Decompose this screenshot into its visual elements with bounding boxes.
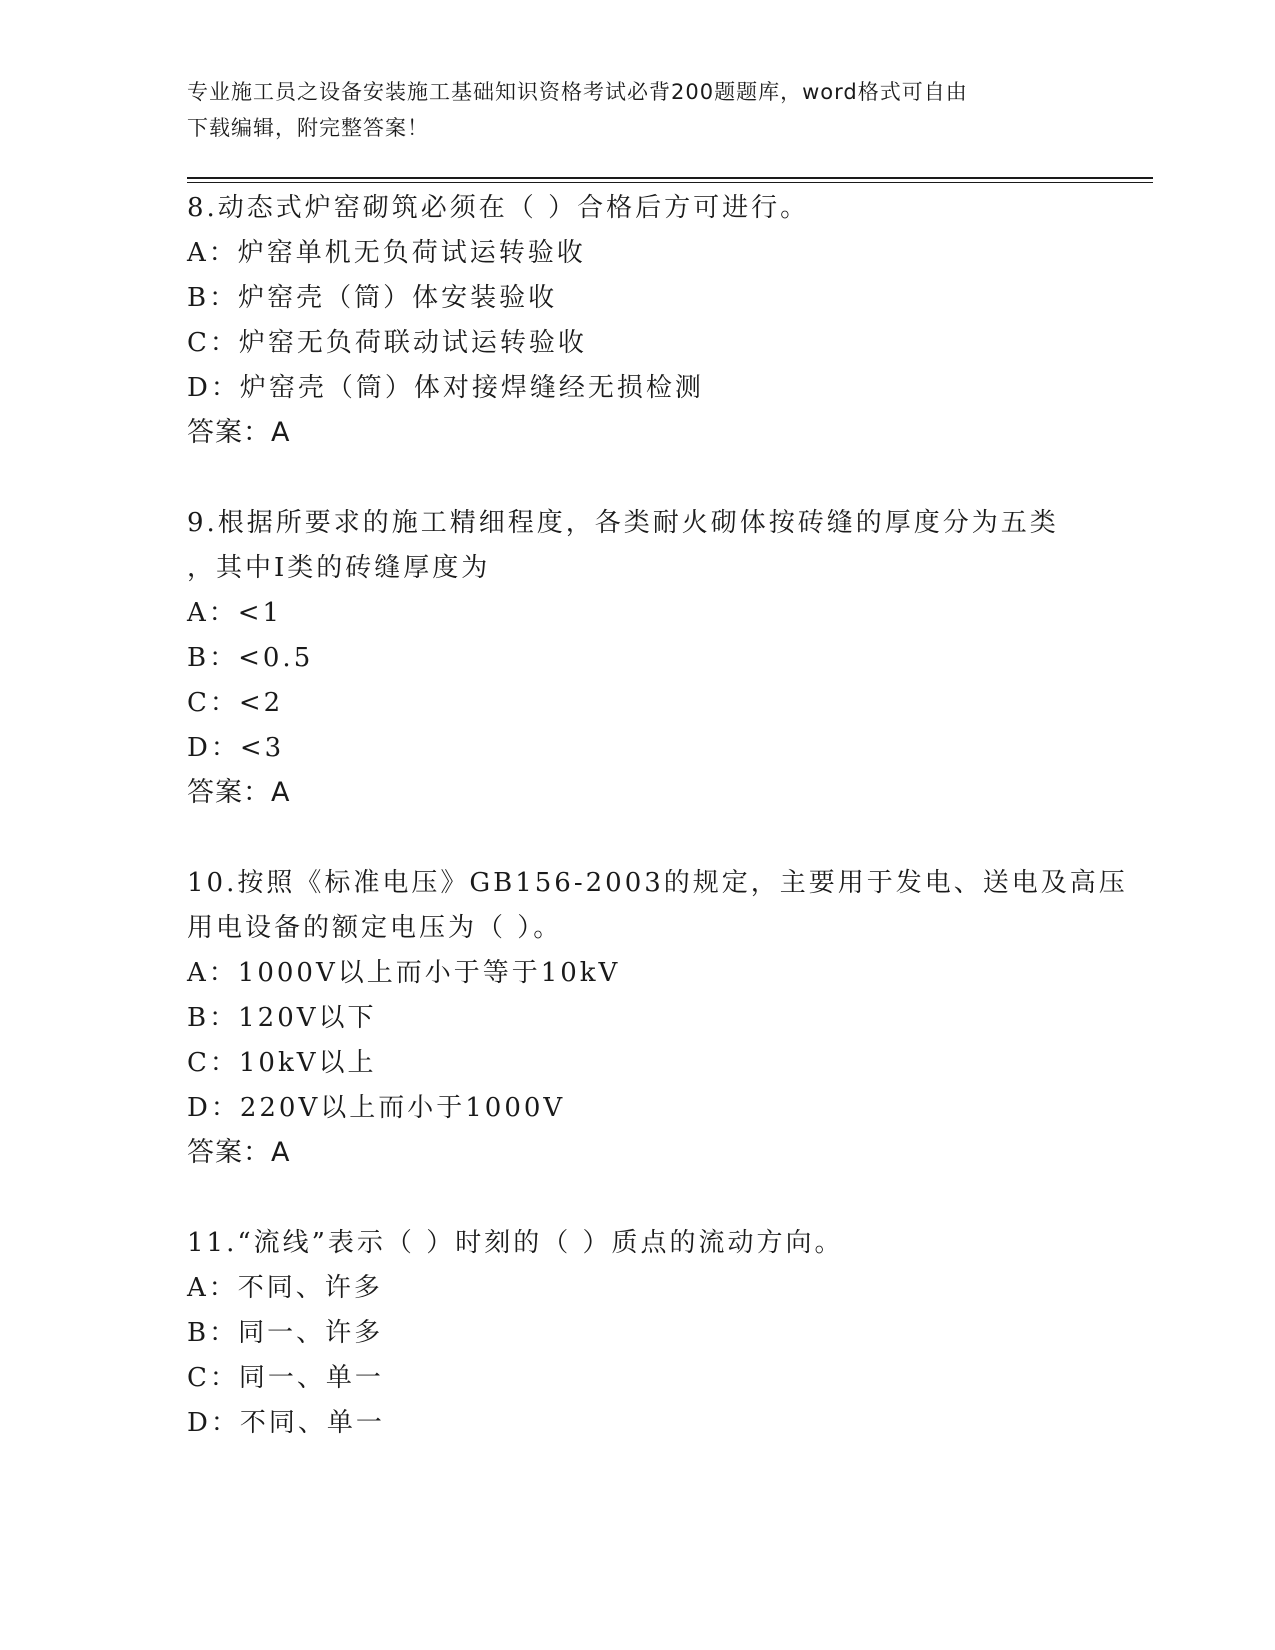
option-d: D：<3 bbox=[187, 733, 285, 763]
answer: 答案：A bbox=[187, 417, 291, 448]
question-stem: 8.动态式炉窑砌筑必须在（ ）合格后方可进行。 bbox=[187, 193, 810, 223]
option-d: D：不同、单一 bbox=[187, 1408, 385, 1438]
document-header bbox=[187, 74, 1087, 146]
option-d: D：炉窑壳（筒）体对接焊缝经无损检测 bbox=[187, 373, 704, 403]
answer: 答案：A bbox=[187, 1137, 291, 1168]
option-a: A：炉窑单机无负荷试运转验收 bbox=[187, 238, 586, 268]
question-stem: 11.“流线”表示（ ）时刻的（ ）质点的流动方向。 bbox=[187, 1228, 844, 1258]
option-a: A：1000V以上而小于等于10kV bbox=[187, 958, 621, 988]
option-b: B：炉窑壳（筒）体安装验收 bbox=[187, 283, 558, 313]
option-d: D：220V以上而小于1000V bbox=[187, 1093, 566, 1123]
option-b: B：120V以下 bbox=[187, 1003, 377, 1033]
option-b: B：同一、许多 bbox=[187, 1318, 384, 1348]
option-a: A：<1 bbox=[187, 598, 283, 628]
question-stem: 10.按照《标准电压》GB156-2003的规定，主要用于发电、送电及高压 bbox=[187, 868, 1128, 898]
question-stem-continued: ，其中Ⅰ类的砖缝厚度为 bbox=[187, 553, 491, 583]
option-c: C：<2 bbox=[187, 688, 284, 718]
header-line-1: 专业施工员之设备安装施工基础知识资格考试必背200题题库，word格式可自由 bbox=[187, 80, 968, 104]
option-c: C：10kV以上 bbox=[187, 1048, 377, 1078]
header-divider-thick bbox=[187, 177, 1153, 179]
question-stem: 9.根据所要求的施工精细程度，各类耐火砌体按砖缝的厚度分为五类 bbox=[187, 508, 1059, 538]
question-stem-continued: 用电设备的额定电压为（ ）。 bbox=[187, 913, 563, 943]
option-a: A：不同、许多 bbox=[187, 1273, 383, 1303]
option-c: C：炉窑无负荷联动试运转验收 bbox=[187, 328, 587, 358]
header-line-2: 下载编辑，附完整答案！ bbox=[187, 116, 429, 140]
header-divider-thin bbox=[187, 182, 1153, 183]
option-c: C：同一、单一 bbox=[187, 1363, 384, 1393]
answer: 答案：A bbox=[187, 777, 291, 808]
option-b: B：<0.5 bbox=[187, 643, 314, 673]
